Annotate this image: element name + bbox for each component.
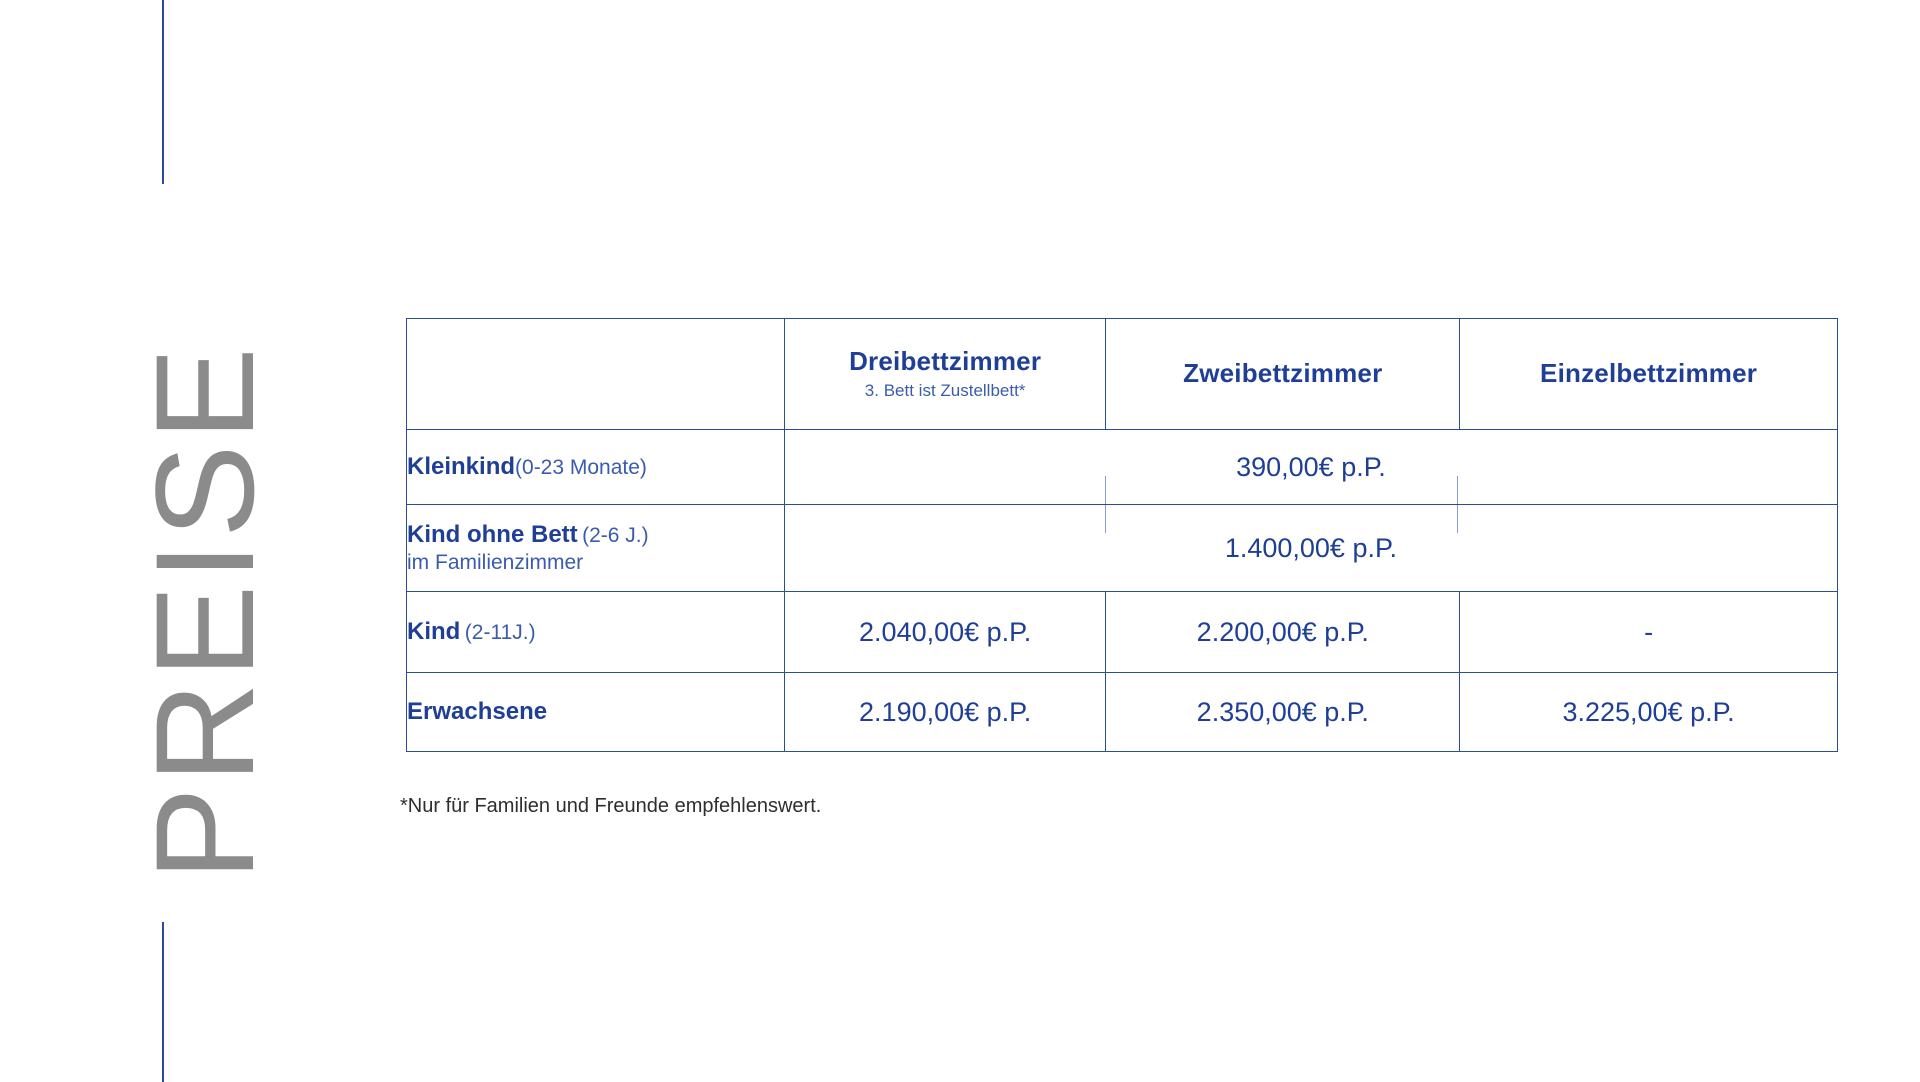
row-label-strong: Kind ohne Bett [407,520,578,548]
ghost-divider [1457,505,1458,533]
row-value-kind-dreibettzimmer: 2.040,00€ p.P. [784,592,1106,673]
left-rule-top [162,0,164,184]
row-value-kind-einzelbettzimmer: - [1460,592,1838,673]
header-label: Dreibettzimmer [849,346,1042,377]
row-value-kleinkind-merged [784,430,1837,505]
header-label: Zweibettzimmer [1183,358,1383,389]
row-label-strong: Erwachsene [407,698,548,725]
table-row [407,430,1838,505]
row-label-strong: Kleinkind [407,453,516,480]
row-value-erwachsene-dreibettzimmer: 2.190,00€ p.P. [784,673,1106,752]
row-value-text: 390,00€ p.P. [1236,451,1386,482]
header-sublabel: 3. Bett ist Zustellbett* [864,380,1026,400]
page-title: PREISE [126,343,283,881]
row-label-kind [407,592,785,673]
header-label: Einzelbettzimmer [1540,358,1758,389]
footnote: *Nur für Familien und Freunde empfehlenswert. [400,795,822,817]
row-label-erwachsene [407,673,785,752]
row-value-erwachsene-einzelbettzimmer: 3.225,00€ p.P. [1460,673,1838,752]
header-cell-empty [407,319,785,430]
row-label-light: (0-23 Monate) [515,456,647,479]
row-value-erwachsene-zweibettzimmer: 2.350,00€ p.P. [1106,673,1460,752]
table-row [407,505,1838,592]
price-table [406,318,1838,752]
header-cell-einzelbettzimmer [1460,319,1838,430]
row-value-kind-zweibettzimmer: 2.200,00€ p.P. [1106,592,1460,673]
row-label-light: (2-6 J.) [582,523,649,547]
row-value-text: 1.400,00€ p.P. [1224,532,1397,563]
header-cell-dreibettzimmer [784,319,1106,430]
table-row [407,592,1838,673]
row-label-kind-ohne-bett [407,505,785,592]
ghost-divider [1105,505,1106,533]
row-label-sub: im Familienzimmer [407,550,584,574]
row-label-kleinkind [407,430,785,505]
row-value-kind-ohne-bett-merged [784,505,1837,592]
price-table-container [406,318,1838,752]
header-cell-zweibettzimmer [1106,319,1460,430]
table-row [407,673,1838,752]
table-header-row [407,319,1838,430]
row-label-strong: Kind [407,618,461,645]
row-label-light: (2-11J.) [464,621,536,644]
